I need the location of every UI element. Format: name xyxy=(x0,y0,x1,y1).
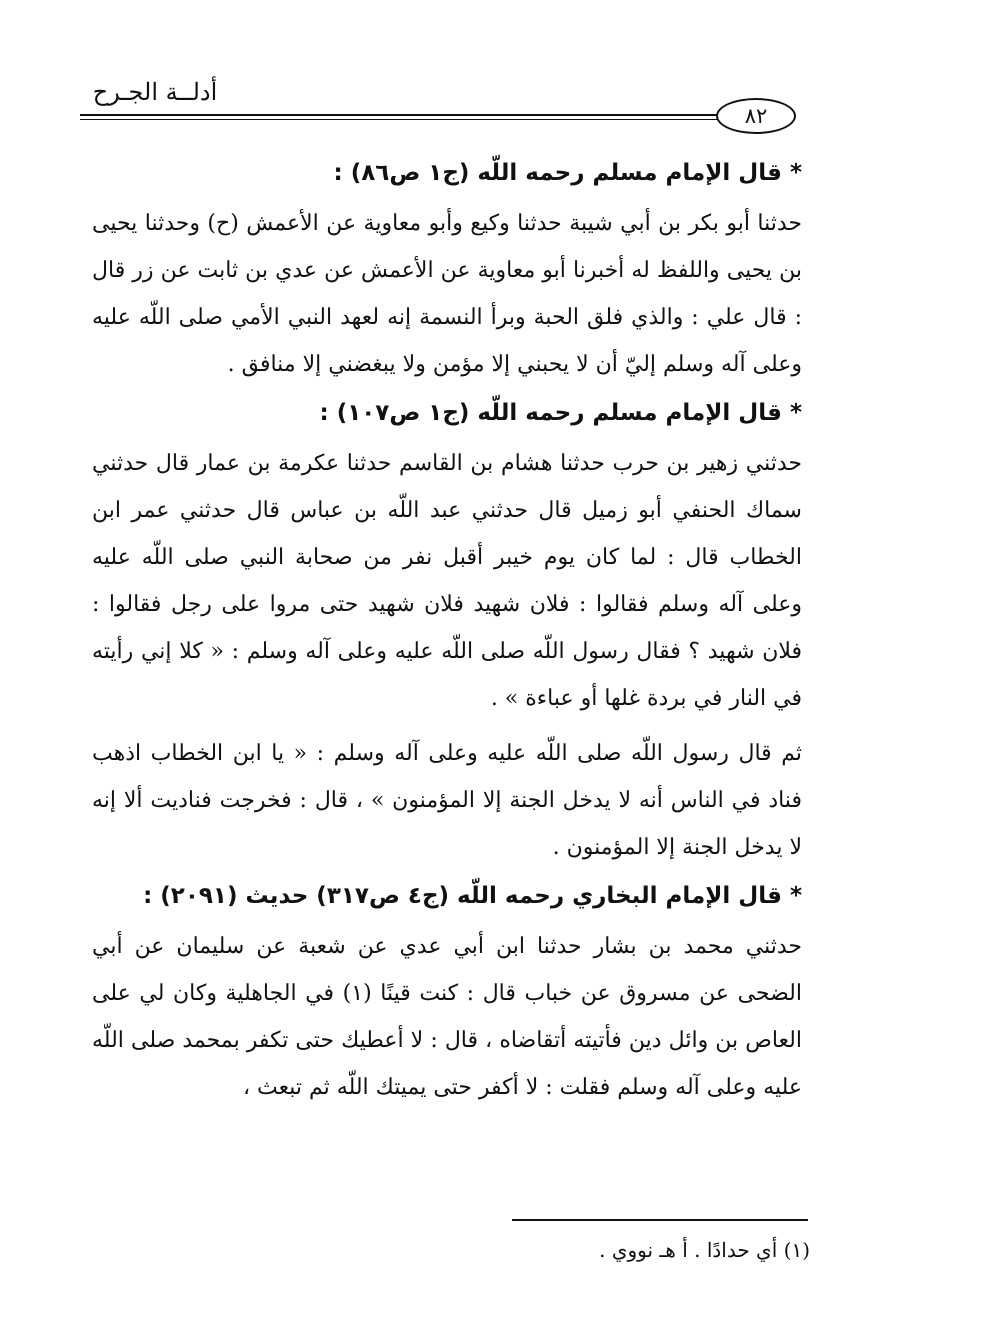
header-rule xyxy=(80,114,740,120)
hadith-paragraph: حدثني زهير بن حرب حدثنا هشام بن القاسم حدثنا عكرمة بن عمار قال حدثني سماك الحنفي أبو زميل قال حدثني عبد اللّه بن عباس قال حدثني عمر ابن الخطاب قال : لما كان يوم خيبر أقبل نفر من صحابة النبي صلى اللّه عليه وعلى آله وسلم فقالوا : فلان شهيد فلان شهيد حتى مروا على رجل فقالوا : فلان شهيد ؟ فقال رسول اللّه صلى اللّه عليه وعلى آله وسلم : « كلا إني رأيته في النار في بردة غلها أو عباءة » . xyxy=(92,451,802,711)
section-heading: * قال الإمام البخاري رحمه اللّه (ج٤ ص٣١٧) حديث (٢٠٩١) : xyxy=(143,883,802,909)
section-heading: * قال الإمام مسلم رحمه اللّه (ج١ ص١٠٧) : xyxy=(319,400,802,426)
header-rule-thin xyxy=(80,119,740,120)
page-number: ٨٢ xyxy=(716,98,796,134)
section-heading: * قال الإمام مسلم رحمه اللّه (ج١ ص٨٦) : xyxy=(333,160,802,186)
running-title: أدلــة الجـرح xyxy=(92,78,218,106)
page-body xyxy=(92,148,802,1119)
hadith-paragraph: حدثني محمد بن بشار حدثنا ابن أبي عدي عن شعبة عن سليمان عن أبي الضحى عن مسروق عن خباب قال : كنت قينًا (١) في الجاهلية وكان لي على العاص بن وائل دين فأتيته أتقاضاه ، قال : لا أعطيك حتى تكفر بمحمد صلى اللّه عليه وعلى آله وسلم فقلت : لا أكفر حتى يميتك اللّه ثم تبعث ، xyxy=(92,934,802,1100)
header-rule-thick xyxy=(80,114,740,116)
hadith-paragraph: ثم قال رسول اللّه صلى اللّه عليه وعلى آله وسلم : « يا ابن الخطاب اذهب فناد في الناس أنه لا يدخل الجنة إلا المؤمنون » ، قال : فخرجت فناديت ألا إنه لا يدخل الجنة إلا المؤمنون . xyxy=(92,741,802,860)
hadith-paragraph: حدثنا أبو بكر بن أبي شيبة حدثنا وكيع وأبو معاوية عن الأعمش (ح) وحدثنا يحيى بن يحيى واللفظ له أخبرنا أبو معاوية عن الأعمش عن عدي بن ثابت عن زر قال : قال علي : والذي فلق الحبة وبرأ النسمة إنه لعهد النبي الأمي صلى اللّه عليه وعلى آله وسلم إليّ أن لا يحبني إلا مؤمن ولا يبغضني إلا منافق . xyxy=(92,211,802,377)
footnote: (١) أي حدادًا . أ هـ نووي . xyxy=(599,1238,810,1262)
footnote-rule xyxy=(512,1219,808,1221)
